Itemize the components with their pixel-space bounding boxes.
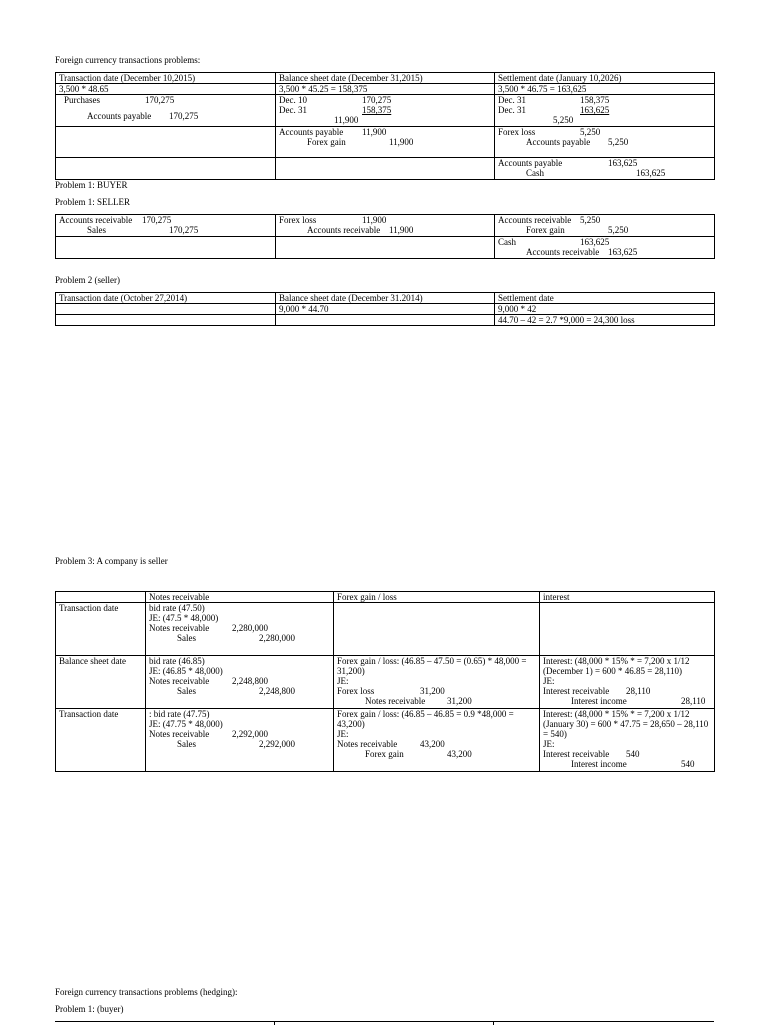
header-balance-sheet-date: Balance sheet date (December 31.2014)	[276, 293, 495, 304]
amount: 11,900	[389, 225, 414, 235]
rate-transaction: 3,500 * 48.65	[56, 84, 276, 95]
je-computation: JE: (47.5 * 48,000)	[149, 613, 219, 623]
account-name: Interest receivable	[543, 749, 610, 759]
amount: 5,250	[608, 137, 629, 147]
date-label: Dec. 31	[498, 95, 526, 105]
account-name: Forex loss	[498, 127, 536, 137]
header-forex-gain-loss: Forex gain / loss	[334, 592, 540, 603]
interest-computation: Interest: (48,000 * 15% * = 7,200 x 1/12 (December 1) = 600 * 46.85 = 28,110)	[543, 656, 690, 676]
amount: 170,275	[145, 95, 175, 105]
bid-rate: bid rate (47.50)	[149, 603, 205, 613]
journal-entry-settlement	[495, 95, 715, 127]
table-problem1-seller	[55, 214, 715, 259]
amount: 158,375	[362, 105, 392, 115]
amount: 163,625	[580, 105, 610, 115]
amount: 540	[626, 749, 640, 759]
amount: 43,200	[420, 739, 445, 749]
journal-entry-forex-gain	[276, 127, 495, 158]
amount: 2,280,000	[259, 633, 295, 643]
rate-balance-sheet: 9,000 * 44.70	[276, 304, 495, 315]
table-problem1-buyer	[55, 72, 715, 180]
header-settlement-date: Settlement date (January 10,2026)	[495, 73, 715, 84]
amount: 11,900	[362, 127, 387, 137]
amount: 163,625	[608, 158, 638, 168]
je-label: JE:	[543, 676, 555, 686]
empty-cell	[56, 127, 276, 158]
account-name: Forex loss	[279, 215, 317, 225]
amount: 11,900	[362, 215, 387, 225]
account-name: Interest receivable	[543, 686, 610, 696]
notes-receivable-cell	[146, 656, 334, 709]
interest-computation: Interest: (48,000 * 15% * = 7,200 x 1/12 (January 30) = 600 * 47.75 = 28,650 – 28,110 = 540)	[543, 709, 709, 739]
account-name: Accounts receivable	[307, 225, 381, 235]
date-label: Dec. 31	[498, 105, 526, 115]
amount: 2,292,000	[232, 729, 268, 739]
rate-settlement: 9,000 * 42	[495, 304, 715, 315]
empty-cell	[334, 603, 540, 656]
label-problem3: Problem 3: A company is seller	[55, 556, 168, 566]
interest-cell	[540, 656, 715, 709]
amount: 170,275	[169, 111, 199, 121]
date-label: Dec. 31	[279, 105, 307, 115]
amount: 5,250	[608, 225, 629, 235]
journal-entry-forex-loss	[495, 127, 715, 158]
account-name: Accounts receivable	[59, 215, 133, 225]
date-label: Dec. 10	[279, 95, 307, 105]
journal-entry-balance-sheet	[276, 95, 495, 127]
account-name: Cash	[498, 237, 516, 247]
amount: 163,625	[636, 168, 666, 178]
je-computation: JE: (46.85 * 48,000)	[149, 666, 223, 676]
je-computation: JE: (47.75 * 48,000)	[149, 719, 223, 729]
table-problem2	[55, 292, 715, 326]
account-name: Notes receivable	[337, 739, 398, 749]
account-name: Interest income	[571, 759, 627, 769]
journal-entry-forex-gain-seller	[495, 215, 715, 237]
empty-cell	[56, 304, 276, 315]
empty-cell	[276, 158, 495, 180]
amount: 11,900	[334, 115, 359, 125]
account-name: Forex loss	[337, 686, 375, 696]
amount: 2,248,800	[259, 686, 295, 696]
amount: 5,250	[580, 215, 601, 225]
account-name: Sales	[177, 633, 196, 643]
forex-gain-loss-cell	[334, 656, 540, 709]
amount: 5,250	[553, 115, 574, 125]
account-name: Notes receivable	[149, 676, 210, 686]
rate-settlement: 3,500 * 46.75 = 163,625	[495, 84, 715, 95]
amount: 170,275	[142, 215, 172, 225]
account-name: Forex gain	[307, 137, 346, 147]
account-name: Purchases	[64, 95, 100, 105]
amount: 43,200	[447, 749, 472, 759]
je-label: JE:	[337, 729, 349, 739]
row-label: Transaction date	[56, 709, 146, 772]
account-name: Cash	[526, 168, 544, 178]
je-label: JE:	[543, 739, 555, 749]
amount: 158,375	[580, 95, 610, 105]
loss-computation: 44.70 – 42 = 2.7 *9,000 = 24,300 loss	[495, 315, 715, 326]
amount: 5,250	[580, 127, 601, 137]
amount: 170,275	[169, 225, 199, 235]
notes-receivable-cell	[146, 709, 334, 772]
page-heading: Foreign currency transactions problems:	[55, 55, 201, 65]
account-name: Accounts payable	[279, 127, 344, 137]
header-interest: interest	[540, 592, 715, 603]
label-problem1-seller: Problem 1: SELLER	[55, 197, 130, 207]
account-name: Forex gain	[365, 749, 404, 759]
empty-header	[56, 592, 146, 603]
account-name: Notes receivable	[149, 623, 210, 633]
table-problem3	[55, 591, 715, 772]
account-name: Forex gain	[526, 225, 565, 235]
amount: 2,248,800	[232, 676, 268, 686]
forex-gain-loss-cell	[334, 709, 540, 772]
amount: 2,292,000	[259, 739, 295, 749]
account-name: Sales	[177, 686, 196, 696]
amount: 28,110	[681, 696, 706, 706]
empty-cell	[276, 315, 495, 326]
row-label: Transaction date	[56, 603, 146, 656]
je-label: JE:	[337, 676, 349, 686]
account-name: Sales	[177, 739, 196, 749]
bid-rate: : bid rate (47.75)	[149, 709, 210, 719]
account-name: Interest income	[571, 696, 627, 706]
forex-computation: Forex gain / loss: (46.85 – 46.85 = 0.9 *48,000 = 43,200)	[337, 709, 514, 729]
header-transaction-date: Transaction date (December 10,2015)	[56, 73, 276, 84]
account-name: Accounts payable	[87, 111, 152, 121]
journal-entry-sale	[56, 215, 276, 237]
header-notes-receivable: Notes receivable	[146, 592, 334, 603]
amount: 31,200	[447, 696, 472, 706]
amount: 31,200	[420, 686, 445, 696]
label-problem2: Problem 2 (seller)	[55, 275, 120, 285]
amount: 170,275	[362, 95, 392, 105]
journal-entry-purchase	[56, 95, 276, 127]
notes-receivable-cell	[146, 603, 334, 656]
forex-computation: Forex gain / loss: (46.85 – 47.50 = (0.65) * 48,000 = 31,200)	[337, 656, 527, 676]
amount: 11,900	[389, 137, 414, 147]
empty-cell	[56, 158, 276, 180]
amount: 163,625	[608, 247, 638, 257]
label-problem1-buyer: Problem 1: BUYER	[55, 180, 128, 190]
account-name: Notes receivable	[149, 729, 210, 739]
account-name: Accounts receivable	[498, 215, 572, 225]
rate-balance-sheet: 3,500 * 45.25 = 158,375	[276, 84, 495, 95]
journal-entry-cash-receipt	[495, 237, 715, 259]
empty-cell	[56, 315, 276, 326]
amount: 2,280,000	[232, 623, 268, 633]
journal-entry-forex-loss-seller	[276, 215, 495, 237]
account-name: Accounts payable	[526, 137, 591, 147]
header-settlement-date: Settlement date	[495, 293, 715, 304]
interest-cell	[540, 709, 715, 772]
hedging-heading: Foreign currency transactions problems (hedging):	[55, 987, 238, 997]
amount: 163,625	[580, 237, 610, 247]
account-name: Accounts receivable	[526, 247, 600, 257]
account-name: Accounts payable	[498, 158, 563, 168]
bid-rate: bid rate (46.85)	[149, 656, 205, 666]
header-transaction-date: Transaction date (October 27,2014)	[56, 293, 276, 304]
empty-cell	[540, 603, 715, 656]
header-balance-sheet-date: Balance sheet date (December 31,2015)	[276, 73, 495, 84]
row-label: Balance sheet date	[56, 656, 146, 709]
account-name: Sales	[87, 225, 106, 235]
amount: 540	[681, 759, 695, 769]
empty-cell	[56, 237, 276, 259]
table-hedging-top-edge	[55, 1021, 714, 1025]
account-name: Notes receivable	[365, 696, 426, 706]
journal-entry-cash-payment	[495, 158, 715, 180]
label-hedging-problem1: Problem 1: (buyer)	[55, 1004, 124, 1014]
amount: 28,110	[626, 686, 651, 696]
empty-cell	[276, 237, 495, 259]
